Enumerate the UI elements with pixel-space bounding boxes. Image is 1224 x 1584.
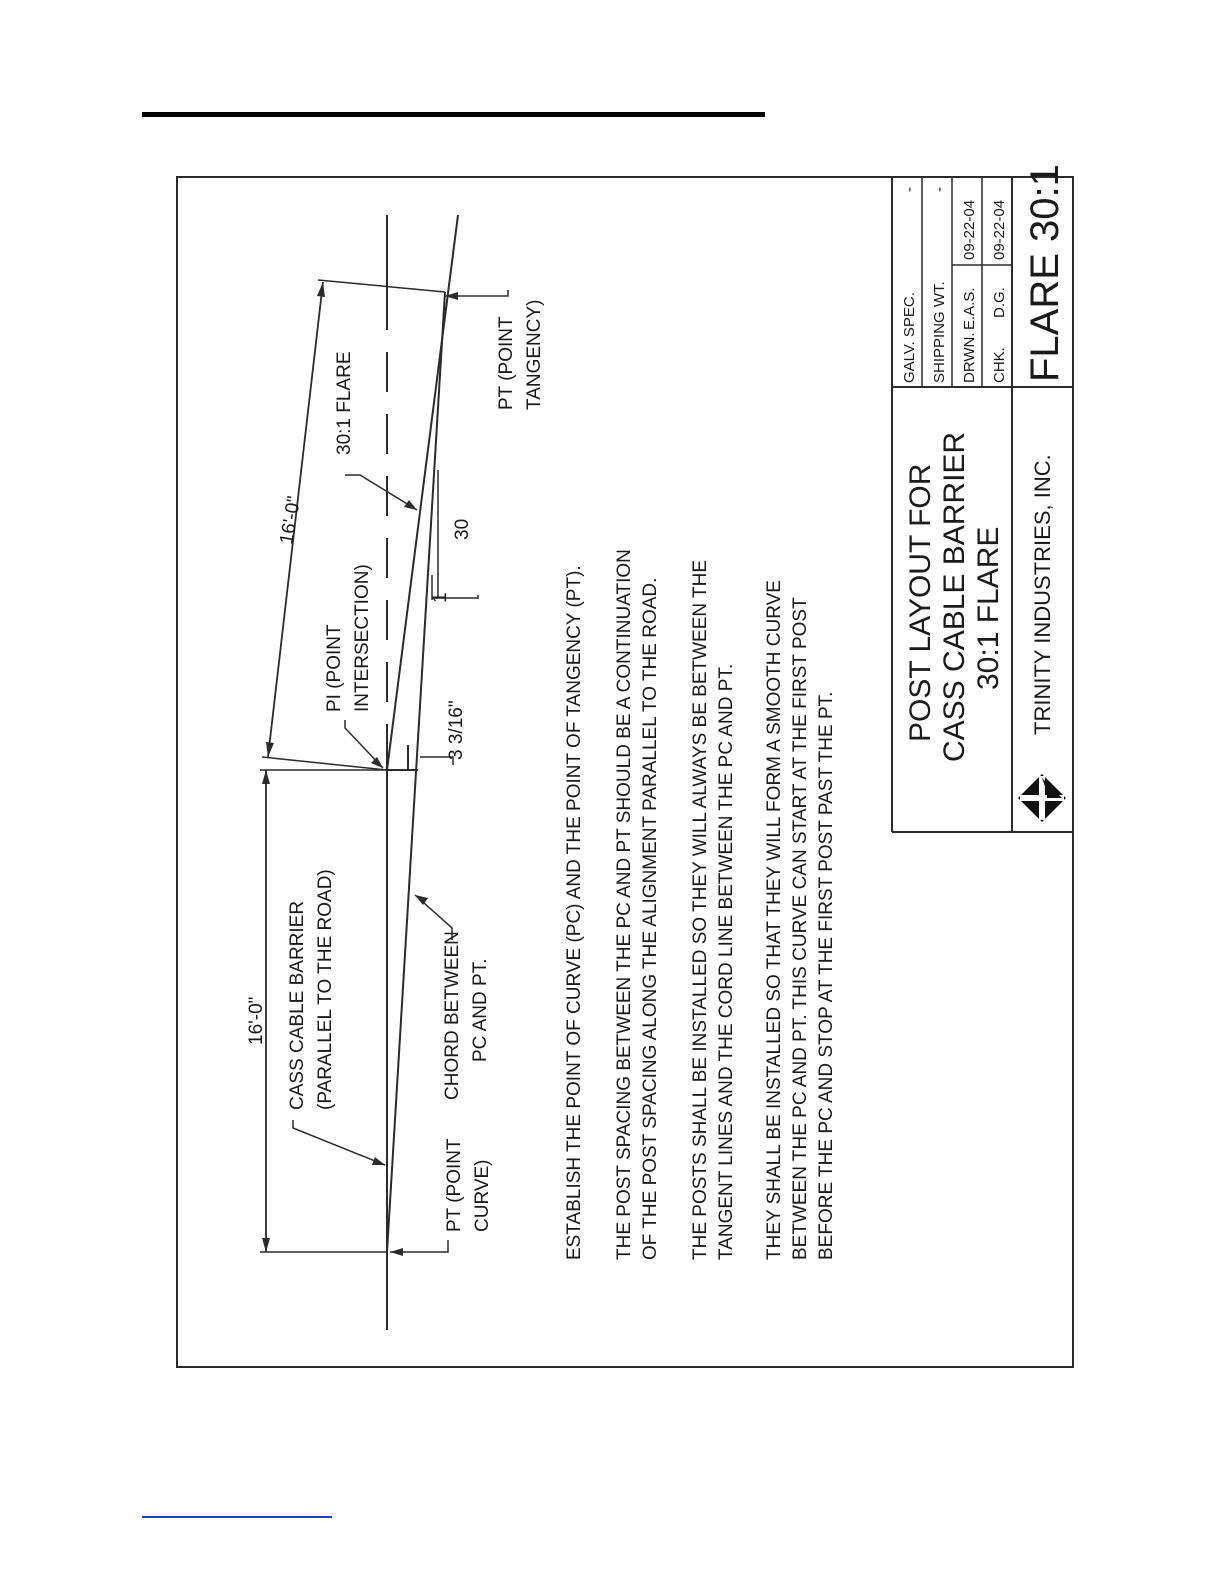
flare-label: 30:1 FLARE — [334, 351, 355, 455]
pi-label-2: INTERSECTION) — [352, 564, 373, 712]
slope-run-label: 30 — [452, 518, 473, 540]
arrow-head — [371, 757, 383, 768]
pc-label-1: PT (POINT — [444, 1138, 465, 1232]
note-3-line-2: TANGENT LINES AND THE CORD LINE BETWEEN THE PC AND PT. — [716, 663, 737, 1260]
general-notes — [564, 549, 837, 1260]
barrier-label-2: (PARALLEL TO THE ROAD) — [315, 869, 336, 1110]
leaders — [293, 290, 508, 1256]
pc-label-2: CURVE) — [472, 1159, 493, 1232]
arrow-head — [415, 895, 428, 905]
galv-spec-label: GALV. SPEC. — [901, 292, 918, 383]
note-3-line-1: THE POSTS SHALL BE INSTALLED SO THEY WILL ALWAYS BE BETWEEN THE — [690, 559, 711, 1260]
chord-line — [387, 292, 445, 1252]
arrow-head — [317, 282, 325, 297]
drawn-by: E.A.S. — [961, 287, 978, 330]
title-block — [892, 164, 1073, 832]
shipping-wt-label: SHIPPING WT. — [931, 281, 948, 383]
pt-right-label-2: TANGENCY) — [524, 299, 545, 410]
drawing-number: FLARE 30:1 — [1023, 164, 1067, 382]
slope-rise-label: 1 — [430, 592, 451, 603]
drawing-labels — [246, 300, 545, 1232]
left-dimension-text: 16'-0" — [246, 996, 267, 1045]
arrow-head — [372, 1157, 385, 1165]
company-name: TRINITY INDUSTRIES, INC. — [1030, 454, 1055, 735]
arrow-head — [262, 770, 270, 784]
checked-label: CHK. — [991, 347, 1008, 383]
chord-label-2: PC AND PT. — [470, 958, 491, 1062]
arrow-head — [404, 500, 417, 510]
right-dimension-extension-low — [262, 757, 387, 770]
arrow-head — [266, 742, 274, 757]
chord-label-1: CHORD BETWEEN — [442, 931, 463, 1100]
right-dimension-text: 16'-0" — [276, 494, 306, 546]
pt-right-label-1: PT (POINT — [496, 316, 517, 410]
note-4-line-2: BETWEEN THE PC AND PT. THIS CURVE CAN START AT THE FIRST POST — [790, 597, 811, 1260]
title-line-1: POST LAYOUT FOR — [904, 463, 937, 742]
drawn-label: DRWN. — [961, 332, 978, 383]
note-4-line-1: THEY SHALL BE INSTALLED SO THAT THEY WILL FORM A SMOOTH CURVE — [764, 580, 785, 1260]
title-line-2: CASS CABLE BARRIER — [938, 431, 971, 762]
note-2-line-1: THE POST SPACING BETWEEN THE PC AND PT SHOULD BE A CONTINUATION — [614, 549, 635, 1260]
note-4-line-3: BEFORE THE PC AND STOP AT THE FIRST POST PAST THE PT. — [816, 691, 837, 1260]
galv-spec-value: - — [901, 187, 918, 192]
trinity-logo-icon — [1018, 774, 1066, 822]
right-dimension-extension-high — [318, 280, 445, 292]
arrow-head — [390, 1248, 403, 1256]
checked-by: D.G. — [991, 287, 1008, 318]
pi-label-1: PI (POINT — [324, 624, 345, 712]
offset-dimension-text: 3 3/16" — [446, 700, 467, 760]
title-line-3: 30:1 FLARE — [972, 526, 1005, 690]
note-2-line-2: OF THE POST SPACING ALONG THE ALIGNMENT PARALLEL TO THE ROAD. — [640, 577, 661, 1260]
drawn-date: 09-22-04 — [961, 199, 978, 260]
barrier-leader — [293, 1120, 385, 1165]
arrow-head — [262, 1238, 270, 1252]
shipping-wt-value: - — [931, 187, 948, 192]
flared-tangent-line — [387, 215, 458, 770]
barrier-label-1: CASS CABLE BARRIER — [287, 900, 308, 1110]
checked-date: 09-22-04 — [991, 199, 1008, 260]
note-1-line-1: ESTABLISH THE POINT OF CURVE (PC) AND THE POINT OF TANGENCY (PT). — [564, 565, 585, 1260]
